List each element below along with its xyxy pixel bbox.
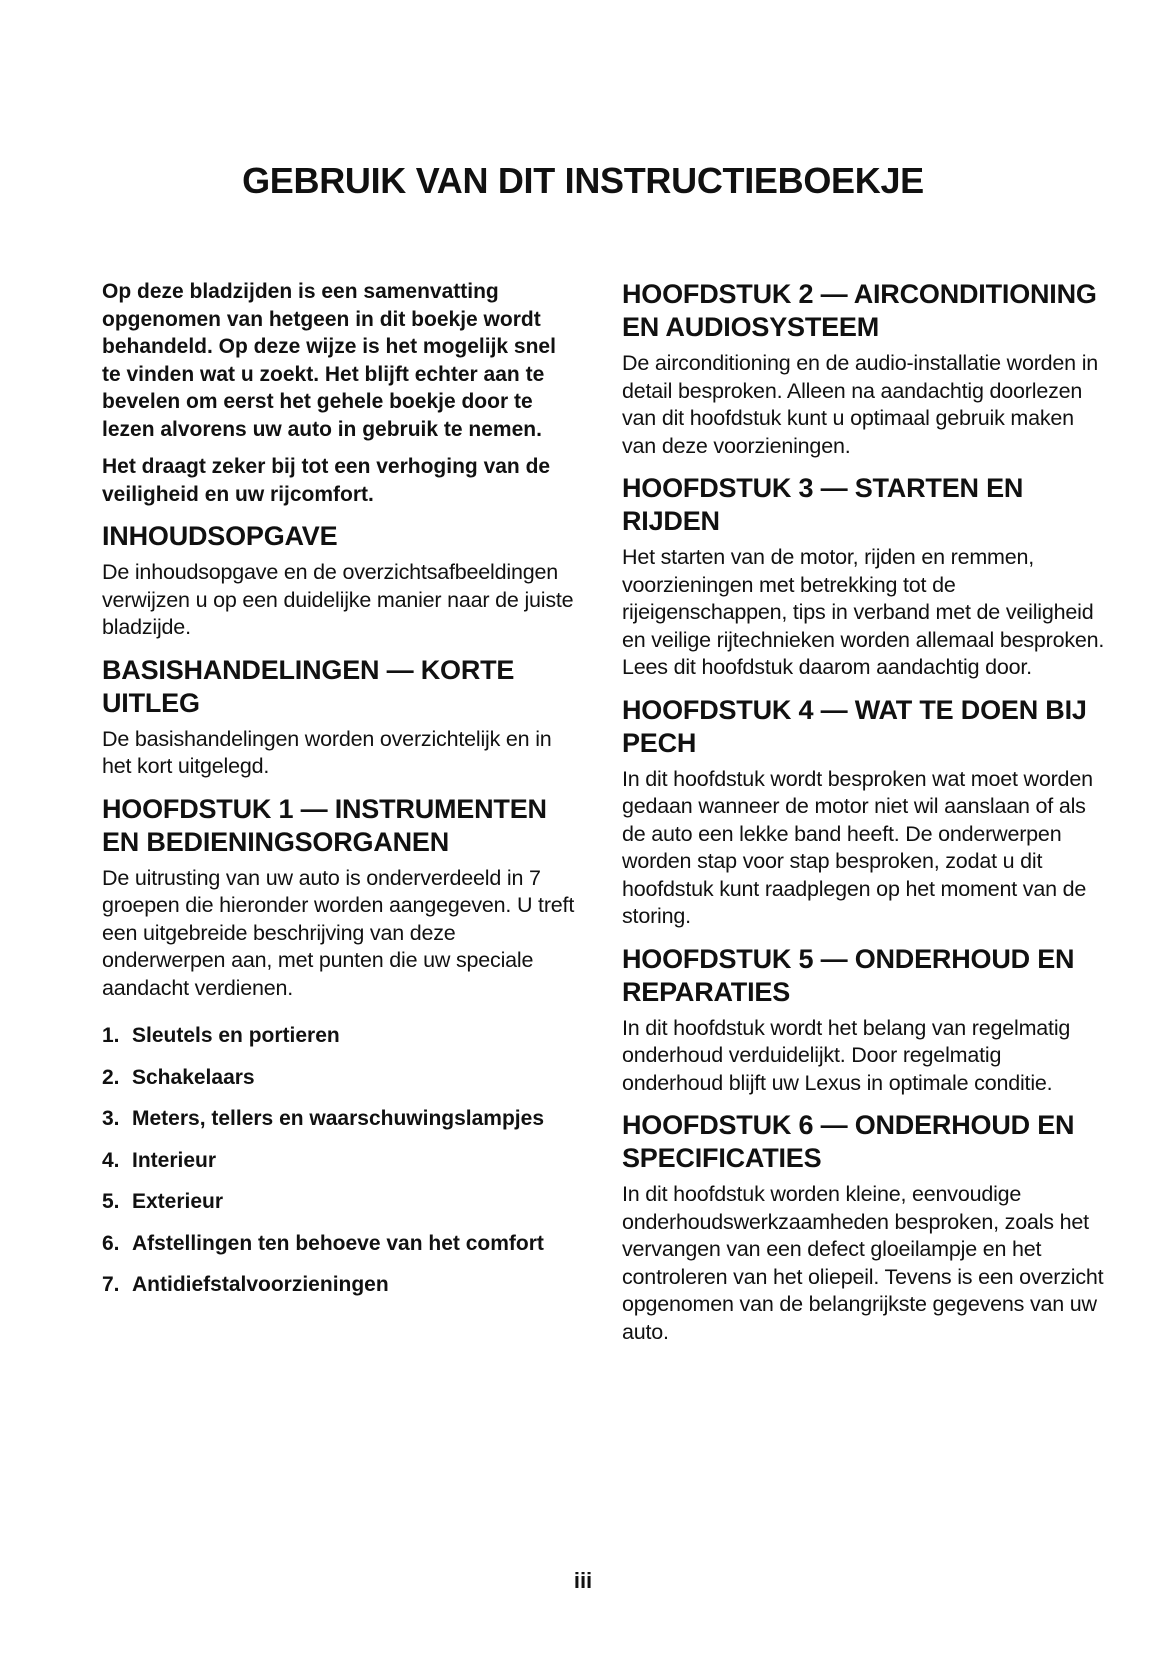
section-text-basishandelingen: De basishandelingen worden overzichtelijk en in het kort uitgelegd. xyxy=(102,726,552,778)
section-heading-hoofdstuk-2: HOOFDSTUK 2 — AIRCONDITIONING EN AUDIOSYSTEEM xyxy=(622,279,1097,342)
list-item-label: Meters, tellers en waarschuwingslampjes xyxy=(132,1107,545,1130)
section-heading-basishandelingen: BASISHANDELINGEN — KORTE UITLEG xyxy=(102,654,515,718)
list-item xyxy=(102,1230,577,1258)
section-text-hoofdstuk-6: In dit hoofdstuk worden kleine, eenvoudige onderhoudswerkzaamheden besproken, zoals het vervangen van een defect gloeilampje en het controleren van het oliepeil. Tevens is een overzicht opgenomen van de belangrijkste gegevens van uw auto. xyxy=(622,1182,1104,1344)
list-item-number: 5. xyxy=(102,1190,120,1213)
section-heading-hoofdstuk-5: HOOFDSTUK 5 — ONDERHOUD EN REPARATIES xyxy=(622,943,1075,1007)
section-text-hoofdstuk-5: In dit hoofdstuk wordt het belang van regelmatig onderhoud verduidelijkt. Door regelmatig onderhoud blijft uw Lexus in optimale conditie. xyxy=(622,1015,1071,1095)
list-item-number: 6. xyxy=(102,1231,120,1255)
intro-paragraph: Het draagt zeker bij tot een verhoging van de veiligheid en uw rijcomfort. xyxy=(102,455,551,506)
section-heading-hoofdstuk-4: HOOFDSTUK 4 — WAT TE DOEN BIJ PECH xyxy=(622,694,1087,758)
section-text-inhoudsopgave: De inhoudsopgave en de overzichtsafbeeldingen verwijzen u op een duidelijke manier naar de juiste bladzijde. xyxy=(102,560,574,639)
section-heading-hoofdstuk-3: HOOFDSTUK 3 — STARTEN EN RIJDEN xyxy=(622,473,1024,536)
section-text-hoofdstuk-3: Het starten van de motor, rijden en remmen, voorzieningen met betrekking tot de rijeigenschappen, tips in verband met de veiligheid en veilige rijtechnieken worden allemaal besproken. Lees dit hoofdstuk daarom aandachtig door. xyxy=(622,545,1105,679)
list-item xyxy=(102,1022,577,1050)
section-text-hoofdstuk-2: De airconditioning en de audio-installatie worden in detail besproken. Alleen na aandachtig doorlezen van dit hoofdstuk kunt u optimaal gebruik maken van deze voorzieningen. xyxy=(622,351,1099,458)
list-item xyxy=(102,1105,577,1133)
list-item-number: 2. xyxy=(102,1065,120,1089)
list-item-number: 4. xyxy=(102,1148,120,1172)
list-item xyxy=(102,1188,577,1216)
list-item xyxy=(102,1271,577,1299)
list-item-number: 1. xyxy=(102,1024,120,1047)
list-item-label: Afstellingen ten behoeve van het comfort xyxy=(132,1231,544,1255)
list-item-label: Sleutels en portieren xyxy=(132,1024,340,1047)
list-item-label: Exterieur xyxy=(132,1190,224,1213)
list-item-number: 7. xyxy=(102,1273,120,1296)
list-item xyxy=(102,1064,577,1092)
left-column xyxy=(102,278,577,1313)
page-number: iii xyxy=(573,1568,593,1593)
section-text-hoofdstuk-1: De uitrusting van uw auto is onderverdeeld in 7 groepen die hieronder worden aangegeven. U treft een uitgebreide beschrijving van deze onderwerpen aan, met punten die uw speciale aandacht verdienen. xyxy=(102,865,575,1000)
intro-paragraph: Op deze bladzijden is een samenvatting opgenomen van hetgeen in dit boekje wordt behandeld. Op deze wijze is het mogelijk snel te vinden wat u zoekt. Het blijft echter aan te bevelen om eerst het gehele boekje door te lezen alvorens uw auto in gebruik te nemen. xyxy=(102,280,556,441)
list-item-label: Antidiefstalvoorzieningen xyxy=(132,1273,389,1296)
list-item-number: 3. xyxy=(102,1107,120,1130)
list-item-label: Interieur xyxy=(132,1148,217,1172)
right-column xyxy=(622,278,1107,1346)
list-item-label: Schakelaars xyxy=(132,1065,255,1089)
groups-list xyxy=(102,1022,577,1299)
section-heading-inhoudsopgave: INHOUDSOPGAVE xyxy=(102,521,338,551)
section-text-hoofdstuk-4: In dit hoofdstuk wordt besproken wat moet worden gedaan wanneer de motor niet wil aanslaan of als de auto een lekke band heeft. De onderwerpen worden stap voor stap besproken, zodat u dit hoofdstuk kunt raadplegen op het moment van de storing. xyxy=(622,766,1093,928)
list-item xyxy=(102,1147,577,1175)
section-heading-hoofdstuk-1: HOOFDSTUK 1 — INSTRUMENTEN EN BEDIENINGSORGANEN xyxy=(102,793,547,857)
section-heading-hoofdstuk-6: HOOFDSTUK 6 — ONDERHOUD EN SPECIFICATIES xyxy=(622,1110,1075,1173)
page-title: GEBRUIK VAN DIT INSTRUCTIEBOEKJE xyxy=(242,160,924,201)
